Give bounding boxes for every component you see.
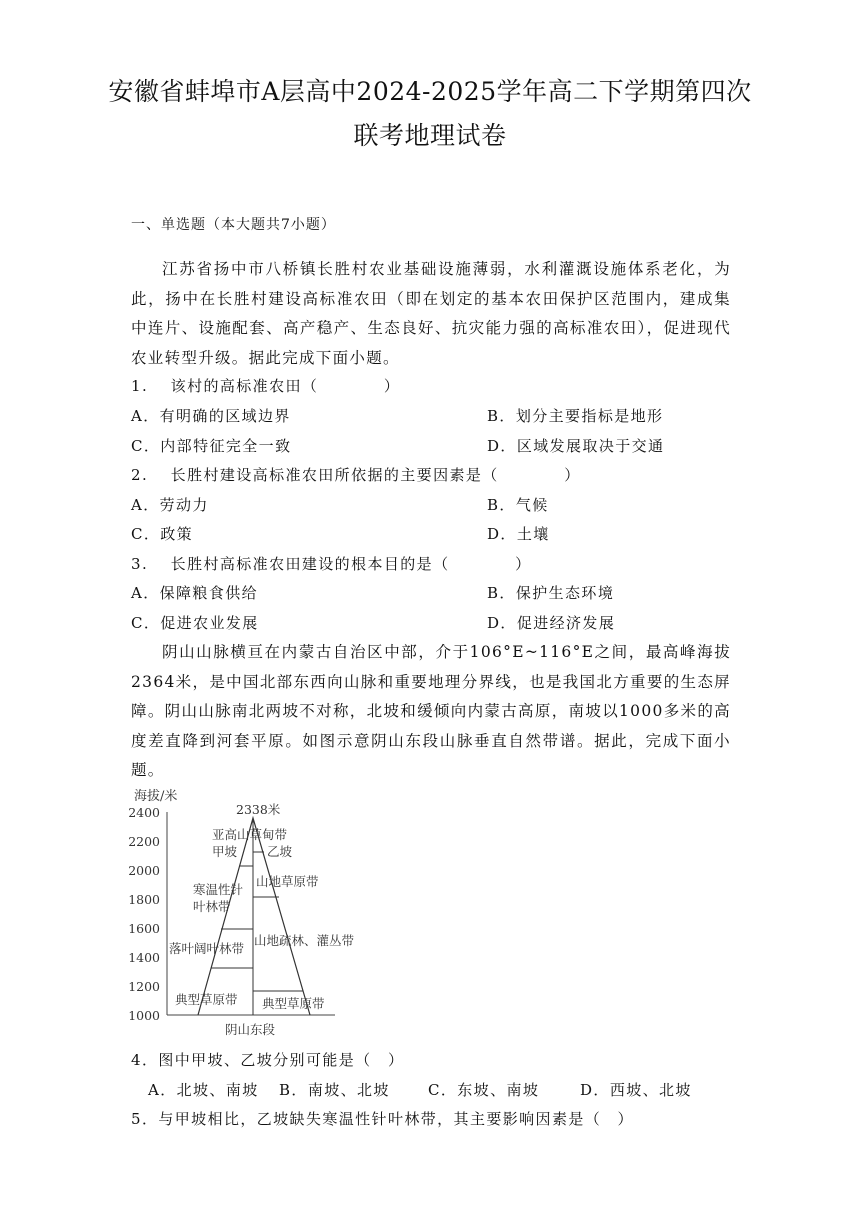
q3-option-b[interactable]: B．保护生态环境 xyxy=(487,584,615,602)
y-axis-label: 海拔/米 xyxy=(134,789,178,804)
peak-label: 2338米 xyxy=(236,802,281,817)
zone-left-conifer-1: 寒温性针 xyxy=(193,882,244,897)
left-slope-label: 甲坡 xyxy=(212,844,238,859)
question-2-stem: 2. 长胜村建设高标准农田所依据的主要因素是（ ） xyxy=(131,466,581,484)
y-tick-2200: 2200 xyxy=(128,834,160,849)
question-3-stem: 3. 长胜村高标准农田建设的根本目的是（ ） xyxy=(131,555,532,573)
zone-left-steppe: 典型草原带 xyxy=(175,992,238,1007)
passage-2: 阴山山脉横亘在内蒙古自治区中部，介于106°E~116°E之间，最高峰海拔2364米，是中国北部东西向山脉和重要地理分界线，也是我国北方重要的生态屏障。阴山山脉南北两坡不对称，北坡和缓倾向内蒙古高原，南坡以1000多米的高度差直降到河套平原。如图示意阴山东段山脉垂直自然带谱。据此，完成下面小题。 xyxy=(131,643,731,779)
y-tick-1600: 1600 xyxy=(128,921,160,936)
y-tick-2000: 2000 xyxy=(128,863,160,878)
question-5-stem: 5．与甲坡相比，乙坡缺失寒温性针叶林带，其主要影响因素是（ ） xyxy=(131,1110,634,1128)
section-heading: 一、单选题（本大题共7小题） xyxy=(131,217,336,233)
q3-option-a[interactable]: A．保障粮食供给 xyxy=(131,584,259,602)
exam-title-line1: 安徽省蚌埠市A层高中2024-2025学年高二下学期第四次 xyxy=(108,77,752,106)
q2-option-c[interactable]: C．政策 xyxy=(131,525,194,543)
q4-option-c[interactable]: C．东坡、南坡 xyxy=(428,1081,540,1099)
zone-left-conifer-2: 叶林带 xyxy=(193,899,231,914)
y-tick-1400: 1400 xyxy=(128,950,160,965)
figure-bottom-label: 阴山东段 xyxy=(225,1022,276,1037)
zone-right-shrub: 山地疏林、灌丛带 xyxy=(254,933,355,948)
right-slope-label: 乙坡 xyxy=(267,844,293,859)
passage-1: 江苏省扬中市八桥镇长胜村农业基础设施薄弱，水利灌溉设施体系老化，为此，扬中在长胜村建设高标准农田（即在划定的基本农田保护区范围内，建成集中连片、设施配套、高产稳产、生态良好、抗灾能力强的高标准农田），促进现代农业转型升级。据此完成下面小题。 xyxy=(131,260,731,367)
q2-option-a[interactable]: A．劳动力 xyxy=(131,496,209,514)
q1-option-d[interactable]: D．区域发展取决于交通 xyxy=(487,437,665,455)
question-4-stem: 4．图中甲坡、乙坡分别可能是（ ） xyxy=(131,1051,405,1069)
zone-right-steppe: 典型草原带 xyxy=(262,996,325,1011)
q4-option-b[interactable]: B．南坡、北坡 xyxy=(279,1081,390,1099)
q3-option-c[interactable]: C．促进农业发展 xyxy=(131,614,259,632)
zone-left-broadleaf: 落叶阔叶林带 xyxy=(169,941,245,956)
q1-option-b[interactable]: B．划分主要指标是地形 xyxy=(487,407,664,425)
q4-option-d[interactable]: D．西坡、北坡 xyxy=(580,1081,692,1099)
q3-option-d[interactable]: D．促进经济发展 xyxy=(487,614,616,632)
zone-top: 亚高山草甸带 xyxy=(212,827,288,842)
q1-option-c[interactable]: C．内部特征完全一致 xyxy=(131,437,292,455)
q2-option-b[interactable]: B．气候 xyxy=(487,496,549,514)
y-tick-1000: 1000 xyxy=(128,1008,160,1023)
q1-option-a[interactable]: A．有明确的区域边界 xyxy=(131,407,291,425)
zone-right-meadow: 山地草原带 xyxy=(256,874,319,889)
y-tick-2400: 2400 xyxy=(128,805,160,820)
q2-option-d[interactable]: D．土壤 xyxy=(487,525,550,543)
vertical-zone-figure xyxy=(120,782,380,1042)
exam-title-line2: 联考地理试卷 xyxy=(353,121,507,150)
q4-option-a[interactable]: A．北坡、南坡 xyxy=(148,1081,259,1099)
y-tick-1800: 1800 xyxy=(128,892,160,907)
y-tick-1200: 1200 xyxy=(128,979,160,994)
question-1-stem: 1. 该村的高标准农田（ ） xyxy=(131,377,401,395)
